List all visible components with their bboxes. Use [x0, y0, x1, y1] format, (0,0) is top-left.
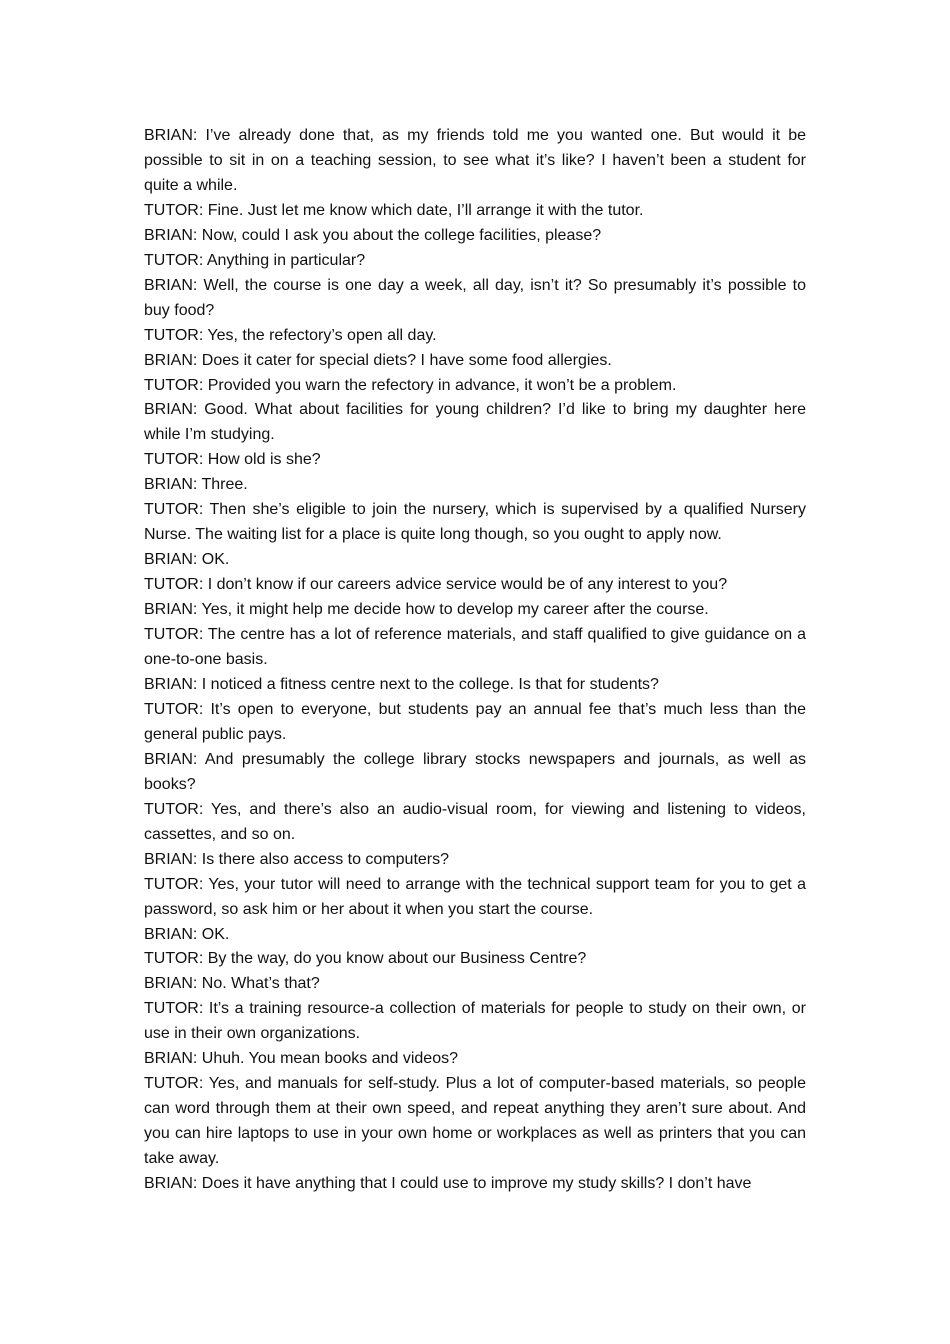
dialogue-line: TUTOR: The centre has a lot of reference materials, and staff qualified to give guidance on a one-to-one basis.	[144, 626, 806, 669]
dialogue-line: BRIAN: I’ve already done that, as my friends told me you wanted one. But would it be possible to sit in on a teaching session, to see what it’s like? I haven’t been a student for quite a while.	[144, 127, 806, 194]
dialogue-line: TUTOR: It’s a training resource-a collection of materials for people to study on their own, or use in their own organizations.	[144, 1000, 806, 1043]
dialogue-line: TUTOR: Anything in particular?	[144, 251, 366, 269]
dialogue-line: TUTOR: It’s open to everyone, but students pay an annual fee that’s much less than the general public pays.	[144, 700, 806, 743]
dialogue-line: TUTOR: Yes, your tutor will need to arrange with the technical support team for you to get a password, so ask him or her about it when you start the course.	[144, 875, 806, 918]
dialogue-line: TUTOR: Yes, the refectory’s open all day.	[144, 326, 437, 344]
dialogue-line: BRIAN: Is there also access to computers?	[144, 850, 450, 868]
dialogue-line: TUTOR: Yes, and manuals for self-study. Plus a lot of computer-based materials, so people can word through them at their own speed, and repeat anything they aren’t sure about. And you can hire laptops to use in your own home or workplaces as well as printers that you can take away.	[144, 1075, 806, 1168]
dialogue-line: BRIAN: Does it have anything that I could use to improve my study skills? I don’t have	[144, 1175, 752, 1193]
dialogue-line: BRIAN: Good. What about facilities for young children? I’d like to bring my daughter here while I’m studying.	[144, 401, 806, 444]
dialogue-line: BRIAN: Three.	[144, 476, 248, 494]
dialogue-line: BRIAN: Now, could I ask you about the college facilities, please?	[144, 226, 602, 244]
dialogue-line: TUTOR: How old is she?	[144, 451, 321, 469]
dialogue-line: TUTOR: Yes, and there’s also an audio-visual room, for viewing and listening to videos, cassettes, and so on.	[144, 800, 806, 843]
dialogue-line: BRIAN: Well, the course is one day a week, all day, isn’t it? So presumably it’s possible to buy food?	[144, 276, 806, 319]
dialogue-line: BRIAN: No. What’s that?	[144, 975, 320, 993]
dialogue-line: BRIAN: Uhuh. You mean books and videos?	[144, 1050, 458, 1068]
dialogue-line: TUTOR: I don’t know if our careers advice service would be of any interest to you?	[144, 576, 728, 594]
dialogue-line: TUTOR: By the way, do you know about our Business Centre?	[144, 950, 587, 968]
dialogue-line: BRIAN: OK.	[144, 551, 230, 569]
dialogue-line: BRIAN: I noticed a fitness centre next to the college. Is that for students?	[144, 675, 659, 693]
dialogue-line: TUTOR: Provided you warn the refectory in advance, it won’t be a problem.	[144, 376, 677, 394]
dialogue-line: TUTOR: Fine. Just let me know which date, I’ll arrange it with the tutor.	[144, 201, 644, 219]
dialogue-line: BRIAN: OK.	[144, 925, 230, 943]
dialogue-line: BRIAN: Does it cater for special diets? I have some food allergies.	[144, 351, 612, 369]
dialogue-line: TUTOR: Then she’s eligible to join the nursery, which is supervised by a qualified Nursery Nurse. The waiting list for a place is quite long though, so you ought to apply now.	[144, 501, 806, 544]
dialogue-transcript	[144, 124, 806, 1197]
dialogue-line: BRIAN: And presumably the college library stocks newspapers and journals, as well as books?	[144, 750, 806, 793]
dialogue-line: BRIAN: Yes, it might help me decide how to develop my career after the course.	[144, 601, 709, 619]
